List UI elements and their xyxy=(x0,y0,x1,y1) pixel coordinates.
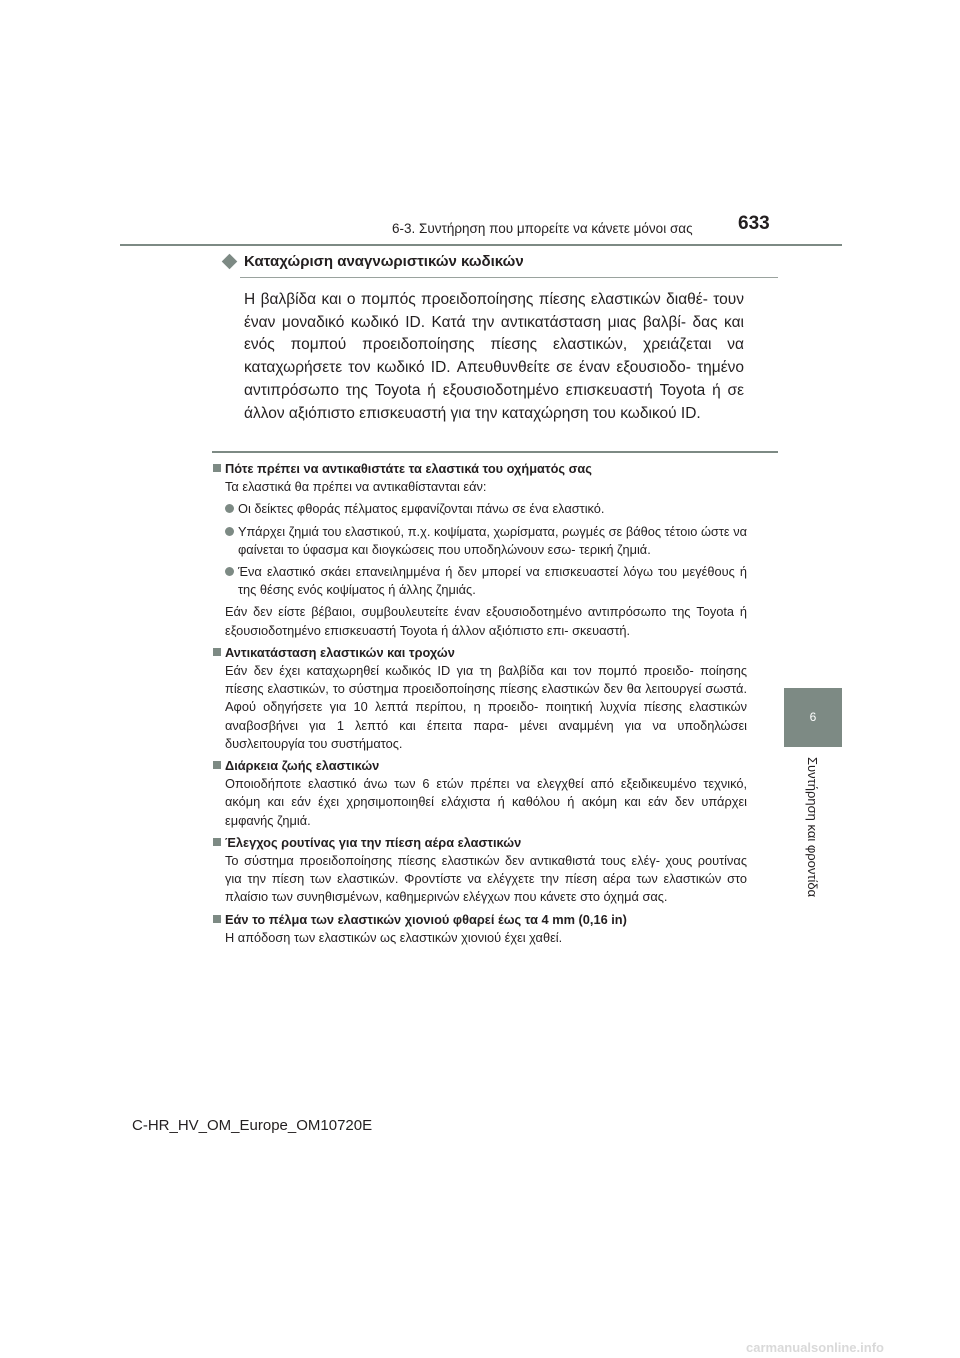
section-heading-text: Έλεγχος ρουτίνας για την πίεση αέρα ελαστικών xyxy=(225,834,522,850)
section-outro: Εάν δεν είστε βέβαιοι, συμβουλευτείτε έναν εξουσιοδοτημένο αντιπρόσωπο της Toyota ή εξουσιοδοτημένο επισκευαστή Toyota ή άλλον αξιόπιστο επι- σκευαστή. xyxy=(225,604,747,638)
header-section-title: 6-3. Συντήρηση που μπορείτε να κάνετε μόνοι σας xyxy=(392,221,693,236)
chapter-tab xyxy=(784,688,842,747)
chapter-number: 6 xyxy=(809,710,817,724)
square-bullet-icon xyxy=(213,761,221,769)
list-item xyxy=(212,563,747,599)
section-text: Το σύστημα προειδοποίησης πίεσης ελαστικών δεν αντικαθιστά τους ελέγ- χους ρουτίνας για την πίεση των ελαστικών. Φροντίστε να ελέγχετε την πίεση αέρα των ελαστικών στο πλαίσιο των συνηθισμένων, καθημερινών ελέγχων που κάνετε στο όχημά σας. xyxy=(225,853,747,905)
section-heading xyxy=(212,911,747,929)
round-bullet-icon xyxy=(225,527,234,536)
list-item-text: Υπάρχει ζημιά του ελαστικού, π.χ. κοψίματα, χωρίσματα, ρωγμές σε βάθος τέτοιο ώστε να φαίνεται το ύφασμα και διογκώσεις που υποδηλώνουν εσω- τερική ζημιά. xyxy=(238,523,747,557)
round-bullet-icon xyxy=(225,504,234,513)
list-item-text: Οι δείκτες φθοράς πέλματος εμφανίζονται πάνω σε ένα ελαστικό. xyxy=(238,501,605,517)
diamond-icon xyxy=(222,254,238,270)
section-heading-text: Πότε πρέπει να αντικαθιστάτε τα ελαστικά του οχήματός σας xyxy=(225,461,592,476)
box-heading xyxy=(222,253,524,270)
header-rule xyxy=(120,244,842,246)
section-snow-tire-wear xyxy=(212,911,747,947)
page-number: 633 xyxy=(738,213,770,234)
section-tire-life xyxy=(212,757,747,830)
section-intro: Τα ελαστικά θα πρέπει να αντικαθίστανται εάν: xyxy=(225,479,487,495)
section-heading xyxy=(212,644,747,662)
box-paragraph: Η βαλβίδα και ο πομπός προειδοποίησης πίεσης ελαστικών διαθέ- τουν έναν μοναδικό κωδικό ID. Κατά την αντικατάσταση μιας βαλβί- δας και ενός πομπού προειδοποίησης πίεσης ελαστικών, χρειάζεται να καταχωρήσετε τον κωδικό ID. Απευθυνθείτε σε έναν εξουσιοδο- τημένο αντιπρόσωπο της Toyota ή εξουσιοδοτημένο επισκευαστή Toyota ή σε άλλον αξιόπιστο επισκευαστή για την καταχώρηση του κωδικού ID. xyxy=(244,291,744,422)
round-bullet-icon xyxy=(225,567,234,576)
box-heading-rule xyxy=(240,277,778,278)
section-heading-text: Αντικατάσταση ελαστικών και τροχών xyxy=(225,644,455,660)
section-text: Η απόδοση των ελαστικών ως ελαστικών χιονιού έχει χαθεί. xyxy=(225,929,563,945)
section-heading xyxy=(212,834,747,852)
list-item-text: Ένα ελαστικό σκάει επανειλημμένα ή δεν μπορεί να επισκευαστεί λόγω του μεγέθους ή της θέσης ενός κοψίματος ή άλλης ζημιάς. xyxy=(238,564,747,598)
section-text: Οποιοδήποτε ελαστικό άνω των 6 ετών πρέπει να ελεγχθεί από εξειδικευμένο τεχνικό, ακόμη και εάν έχει χρησιμοποιηθεί ελάχιστα ή καθόλου ή ακόμη και εάν δεν υπάρχει εμφανής ζημιά. xyxy=(225,776,747,828)
document-code: C-HR_HV_OM_Europe_OM10720E xyxy=(132,1117,373,1134)
chapter-title: Συντήρηση και φροντίδα xyxy=(805,757,820,898)
section-tire-wheel-replacement xyxy=(212,644,747,753)
square-bullet-icon xyxy=(213,915,221,923)
square-bullet-icon xyxy=(213,648,221,656)
chapter-title-area xyxy=(784,757,842,927)
list-item xyxy=(212,523,747,559)
section-heading xyxy=(212,460,747,478)
notes-content xyxy=(212,460,747,951)
list-item xyxy=(212,500,747,518)
square-bullet-icon xyxy=(213,838,221,846)
square-bullet-icon xyxy=(213,464,221,472)
section-routine-pressure-check xyxy=(212,834,747,907)
section-heading xyxy=(212,757,747,775)
section-heading-text: Διάρκεια ζωής ελαστικών xyxy=(225,758,380,774)
box-heading-text: Καταχώριση αναγνωριστικών κωδικών xyxy=(244,253,524,270)
section-tire-replacement-when xyxy=(212,460,747,640)
section-text: Εάν δεν έχει καταχωρηθεί κωδικός ID για τη βαλβίδα και τον πομπό προειδο- ποίησης πίεσης ελαστικών, το σύστημα προειδοποίησης πίεσης ελαστικών δεν θα λειτουργεί σωστά. Αφού οδηγήσετε για 10 λεπτά περίπου, η προειδο- ποιητική λυχνία πίεσης ελαστικών αναβοσβήνει για 1 λεπτό και έπειτα παρα- μένει αναμμένη για να υποδηλώσει δυσλειτουργία του συστήματος. xyxy=(225,663,747,751)
section-heading-text: Εάν το πέλμα των ελαστικών χιονιού φθαρεί έως τα 4 mm (0,16 in) xyxy=(225,911,627,927)
box-bottom-rule xyxy=(212,451,778,453)
watermark: carmanualsonline.info xyxy=(746,1340,884,1355)
